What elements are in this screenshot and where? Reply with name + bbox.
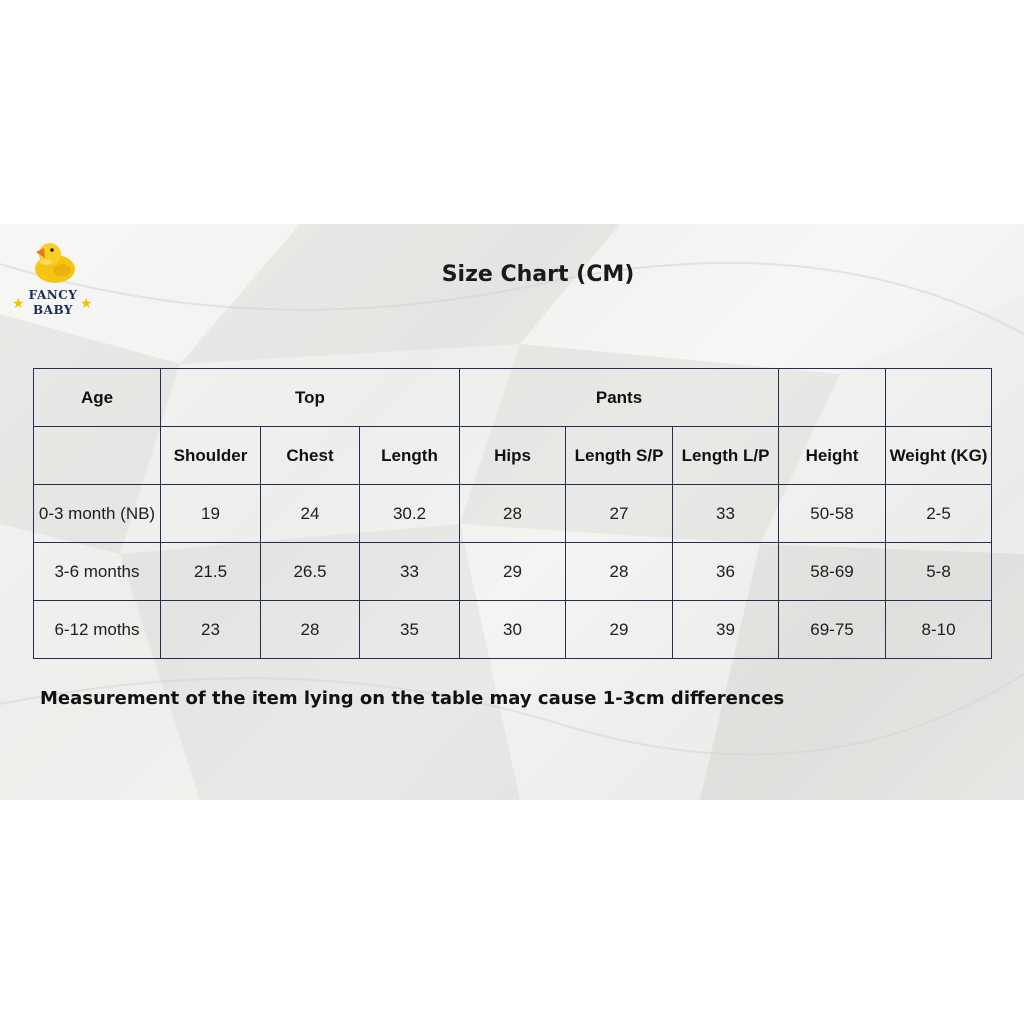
table-cell-age: 3-6 months <box>34 543 161 601</box>
column-header-chest: Chest <box>261 427 360 485</box>
table-cell: 23 <box>161 601 261 659</box>
chart-title: Size Chart (CM) <box>441 262 635 287</box>
column-header <box>34 427 161 485</box>
table-cell: 30.2 <box>360 485 460 543</box>
table-cell: 5-8 <box>886 543 992 601</box>
measurement-note: Measurement of the item lying on the table may cause 1-3cm differences <box>40 688 785 709</box>
star-icon: ★ <box>12 295 25 311</box>
table-cell: 39 <box>673 601 779 659</box>
table-cell: 28 <box>566 543 673 601</box>
table-cell: 21.5 <box>161 543 261 601</box>
header-age: Age <box>34 369 161 427</box>
table-cell: 30 <box>460 601 566 659</box>
table-cell: 24 <box>261 485 360 543</box>
table-row <box>34 601 992 659</box>
column-header-length-lp: Length L/P <box>673 427 779 485</box>
header-pants: Pants <box>460 369 779 427</box>
table-row <box>34 543 992 601</box>
column-header-shoulder: Shoulder <box>161 427 261 485</box>
logo-text-line2: BABY <box>33 303 73 317</box>
table-cell: 69-75 <box>779 601 886 659</box>
column-header-hips: Hips <box>460 427 566 485</box>
size-chart-table <box>33 368 992 659</box>
table-cell: 33 <box>673 485 779 543</box>
table-row <box>34 485 992 543</box>
column-header-height: Height <box>779 427 886 485</box>
table-cell: 27 <box>566 485 673 543</box>
table-cell: 50-58 <box>779 485 886 543</box>
table-cell: 29 <box>566 601 673 659</box>
header-top: Top <box>161 369 460 427</box>
logo-text-line1: FANCY <box>28 288 78 302</box>
star-icon: ★ <box>80 295 93 311</box>
table-cell: 35 <box>360 601 460 659</box>
table-cell: 29 <box>460 543 566 601</box>
header-blank <box>779 369 886 427</box>
header-blank <box>886 369 992 427</box>
group-header-row <box>34 369 992 427</box>
table-cell: 19 <box>161 485 261 543</box>
crumpled-paper-background <box>0 224 1024 800</box>
table-cell-age: 0-3 month (NB) <box>34 485 161 543</box>
column-header-length: Length <box>360 427 460 485</box>
table-cell: 8-10 <box>886 601 992 659</box>
table-cell-age: 6-12 moths <box>34 601 161 659</box>
column-header-weight: Weight (KG) <box>886 427 992 485</box>
table-cell: 36 <box>673 543 779 601</box>
table-cell: 33 <box>360 543 460 601</box>
table-cell: 26.5 <box>261 543 360 601</box>
column-header-row <box>34 427 992 485</box>
table-cell: 28 <box>261 601 360 659</box>
table-cell: 58-69 <box>779 543 886 601</box>
table-cell: 2-5 <box>886 485 992 543</box>
table-cell: 28 <box>460 485 566 543</box>
column-header-length-sp: Length S/P <box>566 427 673 485</box>
